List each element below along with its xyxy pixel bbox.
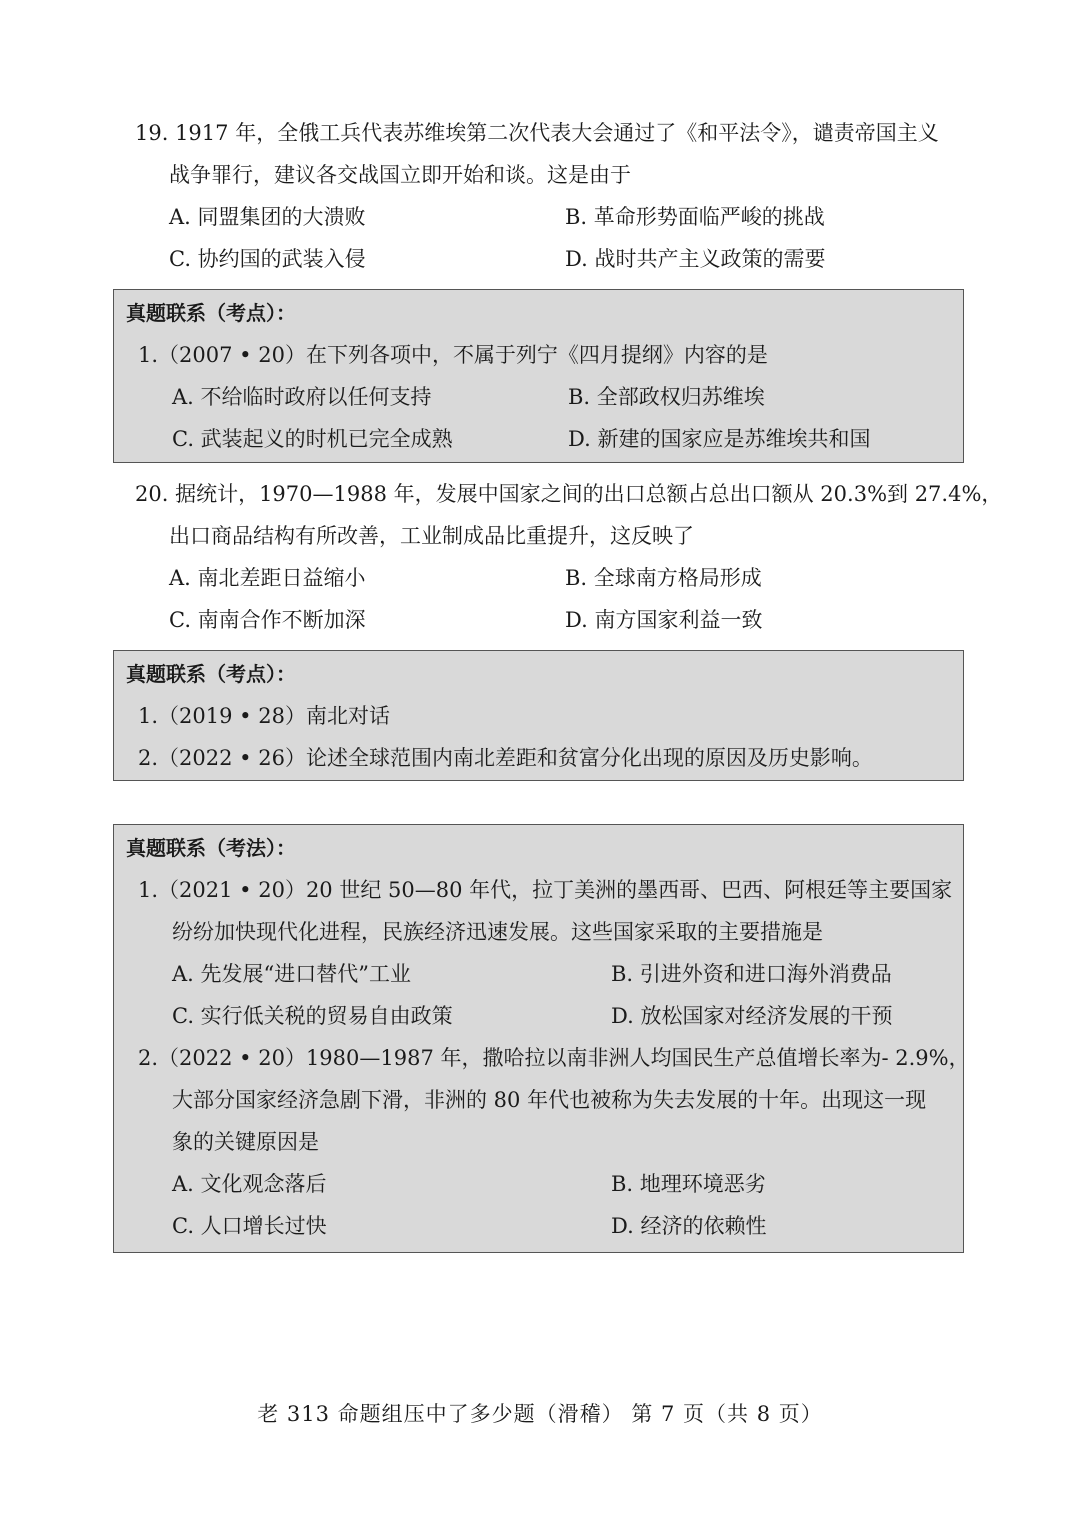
box-item-1-line2: 纷纷加快现代化进程，民族经济迅速发展。这些国家采取的主要措施是 [172,920,823,944]
option-b: B. 地理环境恶劣 [611,1172,766,1196]
box-title: 真题联系（考点）： [126,301,296,325]
option-c: C. 实行低关税的贸易自由政策 [172,1004,453,1028]
option-c: C. 武装起义的时机已完全成熟 [172,427,453,451]
question-19 [135,112,965,280]
option-c: C. 人口增长过快 [172,1214,327,1238]
option-a: A. 南北差距日益缩小 [169,566,366,590]
box-title: 真题联系（考法）： [126,836,296,860]
option-d: D. 南方国家利益一致 [565,608,763,632]
question-19-stem-line2: 战争罪行，建议各交战国立即开始和谈。这是由于 [169,163,631,187]
related-exam-box-3 [113,824,970,1253]
option-a: A. 文化观念落后 [172,1172,327,1196]
box-item-1: 1.（2007 • 20）在下列各项中，不属于列宁《四月提纲》内容的是 [138,343,768,367]
box-item-2-options-row1 [114,1163,963,1205]
option-b: B. 革命形势面临严峻的挑战 [565,205,825,229]
option-a: A. 同盟集团的大溃败 [169,205,366,229]
option-d: D. 战时共产主义政策的需要 [565,247,826,271]
question-20-stem-line1: 20. 据统计，1970—1988 年，发展中国家之间的出口总额占总出口额从 20.3%到 27.4%， [135,482,1003,506]
box-item-2-line1: 2.（2022 • 20）1980—1987 年，撒哈拉以南非洲人均国民生产总值增长率为- 2.9%， [138,1046,970,1070]
box-item-1-options-row1 [114,953,963,995]
question-20-stem-line2: 出口商品结构有所改善，工业制成品比重提升，这反映了 [169,524,694,548]
option-d: D. 新建的国家应是苏维埃共和国 [568,427,871,451]
option-b: B. 全部政权归苏维埃 [568,385,765,409]
related-exam-box-1 [113,289,964,463]
page-footer: 老 313 命题组压中了多少题（滑稽） 第 7 页（共 8 页） [257,1402,823,1426]
option-d: D. 经济的依赖性 [611,1214,767,1238]
question-20 [135,473,1003,641]
box-item-2-options-row2 [114,1205,963,1247]
related-exam-box-2 [113,650,964,781]
box-item-1-options-row2 [114,995,963,1037]
question-19-options-row2 [135,238,965,280]
option-b: B. 全球南方格局形成 [565,566,762,590]
box-item-2-line3: 象的关键原因是 [172,1130,319,1154]
option-c: C. 协约国的武装入侵 [169,247,366,271]
box-item-2: 2.（2022 • 26）论述全球范围内南北差距和贫富分化出现的原因及历史影响。 [138,746,873,770]
option-a: A. 不给临时政府以任何支持 [172,385,432,409]
box-title: 真题联系（考点）： [126,662,296,686]
question-19-stem-line1: 19. 1917 年，全俄工兵代表苏维埃第二次代表大会通过了《和平法令》，谴责帝国主义 [135,121,939,145]
option-c: C. 南南合作不断加深 [169,608,366,632]
option-b: B. 引进外资和进口海外消费品 [611,962,892,986]
box-item-1-line1: 1.（2021 • 20）20 世纪 50—80 年代，拉丁美洲的墨西哥、巴西、阿根廷等主要国家 [138,878,953,902]
box-item-1-options-row1 [114,376,963,418]
box-item-2-line2: 大部分国家经济急剧下滑，非洲的 80 年代也被称为失去发展的十年。出现这一现 [172,1088,927,1112]
box-item-1: 1.（2019 • 28）南北对话 [138,704,390,728]
option-a: A. 先发展“进口替代”工业 [172,962,411,986]
question-20-options-row2 [135,599,965,641]
box-item-1-options-row2 [114,418,963,460]
question-19-options-row1 [135,196,965,238]
option-d: D. 放松国家对经济发展的干预 [611,1004,893,1028]
question-20-options-row1 [135,557,965,599]
